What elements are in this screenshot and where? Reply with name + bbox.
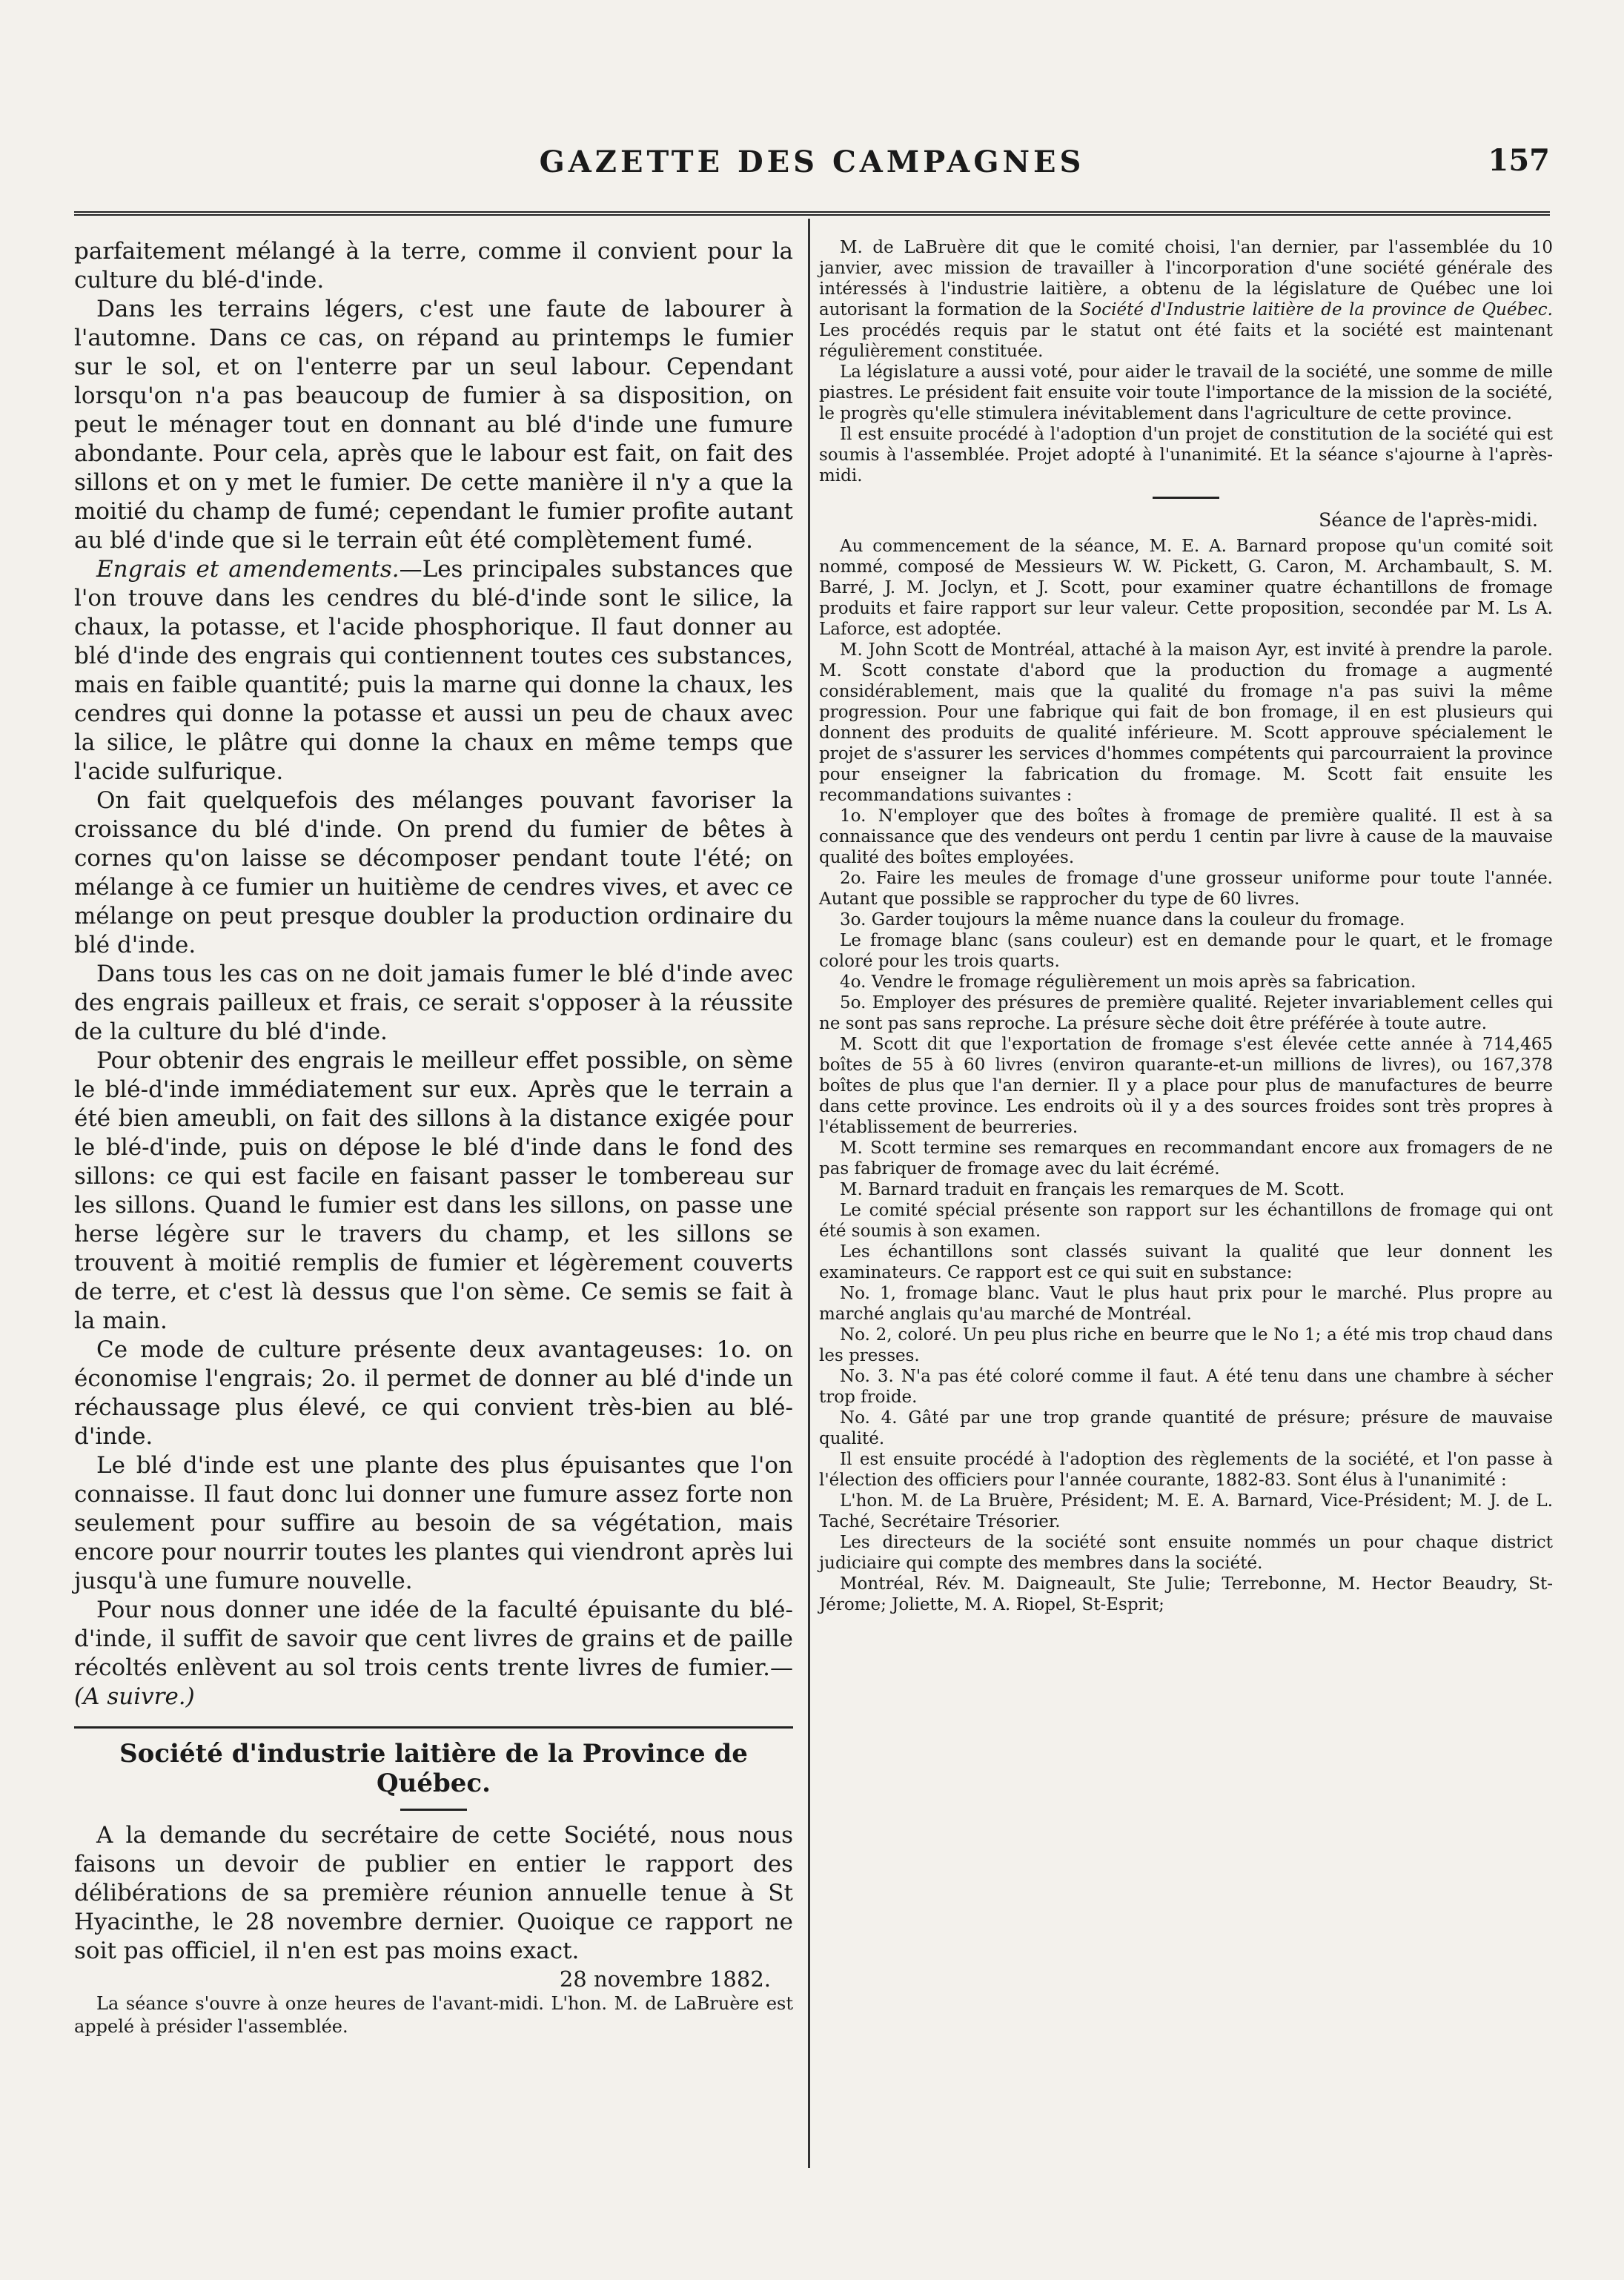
section-rule <box>74 1726 793 1729</box>
running-title: GAZETTE DES CAMPAGNES <box>539 145 1085 179</box>
paragraph: Dans les terrains légers, c'est une faute de labourer à l'automne. Dans ce cas, on répand au printemps le fumier sur le sol, et on l'enterre par un seul labour. Cependant lorsqu'on n'a pas beaucoup de fumier à sa disposition, on peut le ménager tout en donnant au blé d'inde une fumure abondante. Pour cela, après que le labour est fait, on fait des sillons et on y met le fumier. De cette manière il n'y a que la moitié du champ de fumé; cependant le fumier profite autant au blé d'inde que si le terrain eût été complètement fumé. <box>74 296 793 554</box>
paragraph <box>74 555 793 786</box>
page-number: 157 <box>1488 143 1550 178</box>
paragraph: No. 1, fromage blanc. Vaut le plus haut prix pour le marché. Plus propre au marché anglais qu'au marché de Montréal. <box>819 1284 1553 1324</box>
paragraph: 1o. N'employer que des boîtes à fromage de première qualité. Il est à sa connaissance que des vendeurs ont perdu 1 centin par livre à cause de la mauvaise qualité des boîtes employées. <box>819 806 1553 867</box>
paragraph: Il est ensuite procédé à l'adoption des règlements de la société, et l'on passe à l'élection des officiers pour l'année courante, 1882-83. Sont élus à l'unanimité : <box>819 1450 1553 1490</box>
short-rule <box>1153 497 1219 499</box>
paragraph: Les échantillons sont classés suivant la qualité que leur donnent les examinateurs. Ce rapport est ce qui suit en substance: <box>819 1242 1553 1282</box>
paragraph-text: M. de LaBruère dit que le comité choisi, l'an dernier, par l'assemblée du 10 janvier, avec mission de travailler à l'incorporation d'une société générale des intéressés à l'industrie laitière, a obtenu de la législature de Québec une loi autorisant la formation de la <box>819 238 1553 319</box>
right-column <box>819 237 1553 1615</box>
page-header <box>74 137 1550 182</box>
paragraph: Le fromage blanc (sans couleur) est en demande pour le quart, et le fromage coloré pour les trois quarts. <box>819 931 1553 971</box>
paragraph: parfaitement mélangé à la terre, comme il convient pour la culture du blé-d'inde. <box>74 238 793 294</box>
paragraph: 4o. Vendre le fromage régulièrement un mois après sa fabrication. <box>840 972 1416 992</box>
left-column <box>74 237 793 2038</box>
paragraph: 5o. Employer des présures de première qualité. Rejeter invariablement celles qui ne sont pas sans reproche. La présure sèche doit être préférée à toute autre. <box>819 993 1553 1033</box>
paragraph: Montréal, Rév. M. Daigneault, Ste Julie; Terrebonne, M. Hector Beaudry, St-Jérome; Joliette, M. A. Riopel, St-Esprit; <box>819 1574 1553 1614</box>
paragraph: M. Barnard traduit en français les remarques de M. Scott. <box>840 1180 1345 1199</box>
paragraph: L'hon. M. de La Bruère, Président; M. E. A. Barnard, Vice-Président; M. J. de L. Taché, Secrétaire Trésorier. <box>819 1491 1553 1531</box>
paragraph-heading: Engrais et amendements. <box>96 556 400 583</box>
paragraph: On fait quelquefois des mélanges pouvant favoriser la croissance du blé d'inde. On prend du fumier de bêtes à cornes qu'on laisse se décomposer pendant toute l'été; on mélange à ce fumier un huitième de cendres vives, et avec ce mélange on peut presque doubler la production ordinaire du blé d'inde. <box>74 787 793 958</box>
paragraph: Au commencement de la séance, M. E. A. Barnard propose qu'un comité soit nommé, composé de Messieurs W. W. Pickett, G. Caron, M. Archambault, S. M. Barré, J. M. Joclyn, et J. Scott, pour examiner quatre échantillons de fromage produits et faire rapport sur leur valeur. Cette proposition, secondée par M. Ls A. Laforce, est adoptée. <box>819 537 1553 639</box>
paragraph-text: Les procédés requis par le statut ont été faits et la société est maintenant régulièrement constituée. <box>819 321 1553 361</box>
paragraph: Le blé d'inde est une plante des plus épuisantes que l'on connaisse. Il faut donc lui donner une fumure assez forte non seulement pour suffire au besoin de sa végétation, mais encore pour nourrir toutes les plantes qui viendront après lui jusqu'à une fumure nouvelle. <box>74 1452 793 1594</box>
society-name: Société d'Industrie laitière de la province de Québec. <box>1079 300 1553 319</box>
paragraph: Ce mode de culture présente deux avantageuses: 1o. on économise l'engrais; 2o. il permet de donner au blé d'inde un réchaussage plus élevé, ce qui convient très-bien au blé-d'inde. <box>74 1336 793 1450</box>
paragraph: La séance s'ouvre à onze heures de l'avant-midi. L'hon. M. de LaBruère est appelé à présider l'assemblée. <box>74 1993 793 2037</box>
paragraph <box>819 237 1553 362</box>
paragraph: Il est ensuite procédé à l'adoption d'un projet de constitution de la société qui est soumis à l'assemblée. Projet adopté à l'unanimité. Et la séance s'ajourne à l'après-midi. <box>819 425 1553 486</box>
short-rule <box>400 1809 467 1811</box>
paragraph: M. Scott termine ses remarques en recommandant encore aux fromagers de ne pas fabriquer de fromage avec du lait écrémé. <box>819 1139 1553 1179</box>
to-be-continued: (A suivre.) <box>74 1683 195 1710</box>
paragraph: M. Scott dit que l'exportation de fromage s'est élevée cette année à 714,465 boîtes de 55 à 60 livres (environ quarante-et-un millions de livres), ou 167,378 boîtes de plus que l'an dernier. Il y a place pour plus de manufactures de beurre dans cette province. Les endroits où il y a des sources froides sont très propres à l'établissement de beurreries. <box>819 1035 1553 1137</box>
paragraph: M. John Scott de Montréal, attaché à la maison Ayr, est invité à prendre la parole. M. Scott constate d'abord que la production du fromage a augmenté considérablement, mais que la qualité du fromage n'a pas suivi la même progression. Pour une fabrique qui fait de bon fromage, il en est plusieurs qui donnent des produits de qualité inférieure. M. Scott approuve spécialement le projet de s'assurer les services d'hommes compétents qui parcourraient la province pour enseigner la fabrication du fromage. M. Scott fait ensuite les recommandations suivantes : <box>819 640 1553 805</box>
section-title: Société d'industrie laitière de la Province de Québec. <box>119 1739 748 1798</box>
paragraph: A la demande du secrétaire de cette Société, nous nous faisons un devoir de publier en entier le rapport des délibérations de sa première réunion annuelle tenue à St Hyacinthe, le 28 novembre dernier. Quoique ce rapport ne soit pas officiel, il n'en est pas moins exact. <box>74 1822 793 1964</box>
paragraph: Dans tous les cas on ne doit jamais fumer le blé d'inde avec des engrais pailleux et frais, ce serait s'opposer à la réussite de la culture du blé d'inde. <box>74 961 793 1045</box>
paragraph: 3o. Garder toujours la même nuance dans la couleur du fromage. <box>840 910 1405 929</box>
column-divider <box>808 219 810 2168</box>
paragraph: No. 4. Gâté par une trop grande quantité de présure; présure de mauvaise qualité. <box>819 1408 1553 1448</box>
paragraph: La législature a aussi voté, pour aider le travail de la société, une somme de mille piastres. Le président fait ensuite voir toute l'importance de la mission de la société, le progrès qu'elle stimulera inévitablement dans l'agriculture de cette province. <box>819 362 1553 423</box>
paragraph: Les directeurs de la société sont ensuite nommés un pour chaque district judiciaire qui compte des membres dans la société. <box>819 1533 1553 1573</box>
session-subhead: Séance de l'après-midi. <box>1319 509 1538 531</box>
paragraph: 2o. Faire les meules de fromage d'une grosseur uniforme pour toute l'année. Autant que possible se rapprocher du type de 60 livres. <box>819 869 1553 909</box>
paragraph: No. 2, coloré. Un peu plus riche en beurre que le No 1; a été mis trop chaud dans les presses. <box>819 1325 1553 1365</box>
date-line: 28 novembre 1882. <box>559 1966 771 1992</box>
paragraph <box>74 1596 793 1711</box>
paragraph: Pour obtenir des engrais le meilleur effet possible, on sème le blé-d'inde immédiatement sur eux. Après que le terrain a été bien ameubli, on fait des sillons à la distance exigée pour le blé-d'inde, puis on dépose le blé d'inde dans le fond des sillons: ce qui est facile en faisant passer le tombereau sur les sillons. Quand le fumier est dans les sillons, on passe une herse légère sur le travers du champ, et les sillons se trouvent à moitié remplis de fumier et légèrement couverts de terre, et c'est là dessus que l'on sème. Ce semis se fait à la main. <box>74 1047 793 1334</box>
paragraph-text: —Les principales substances que l'on trouve dans les cendres du blé-d'inde sont le silice, la chaux, la potasse, et l'acide phosphorique. Il faut donner au blé d'inde des engrais qui contiennent toutes ces substances, mais en faible quantité; puis la marne qui donne la chaux, les cendres qui donne la potasse et aussi un peu de chaux avec la silice, le plâtre qui donne la chaux en même temps que l'acide sulfurique. <box>74 556 793 785</box>
header-rule <box>74 211 1550 216</box>
paragraph: Le comité spécial présente son rapport sur les échantillons de fromage qui ont été soumis à son examen. <box>819 1201 1553 1241</box>
paragraph: No. 3. N'a pas été coloré comme il faut. A été tenu dans une chambre à sécher trop froide. <box>819 1367 1553 1407</box>
paragraph-text: Pour nous donner une idée de la faculté épuisante du blé-d'inde, il suffit de savoir que cent livres de grains et de paille récoltés enlèvent au sol trois cents trente livres de fumier.— <box>74 1597 793 1681</box>
